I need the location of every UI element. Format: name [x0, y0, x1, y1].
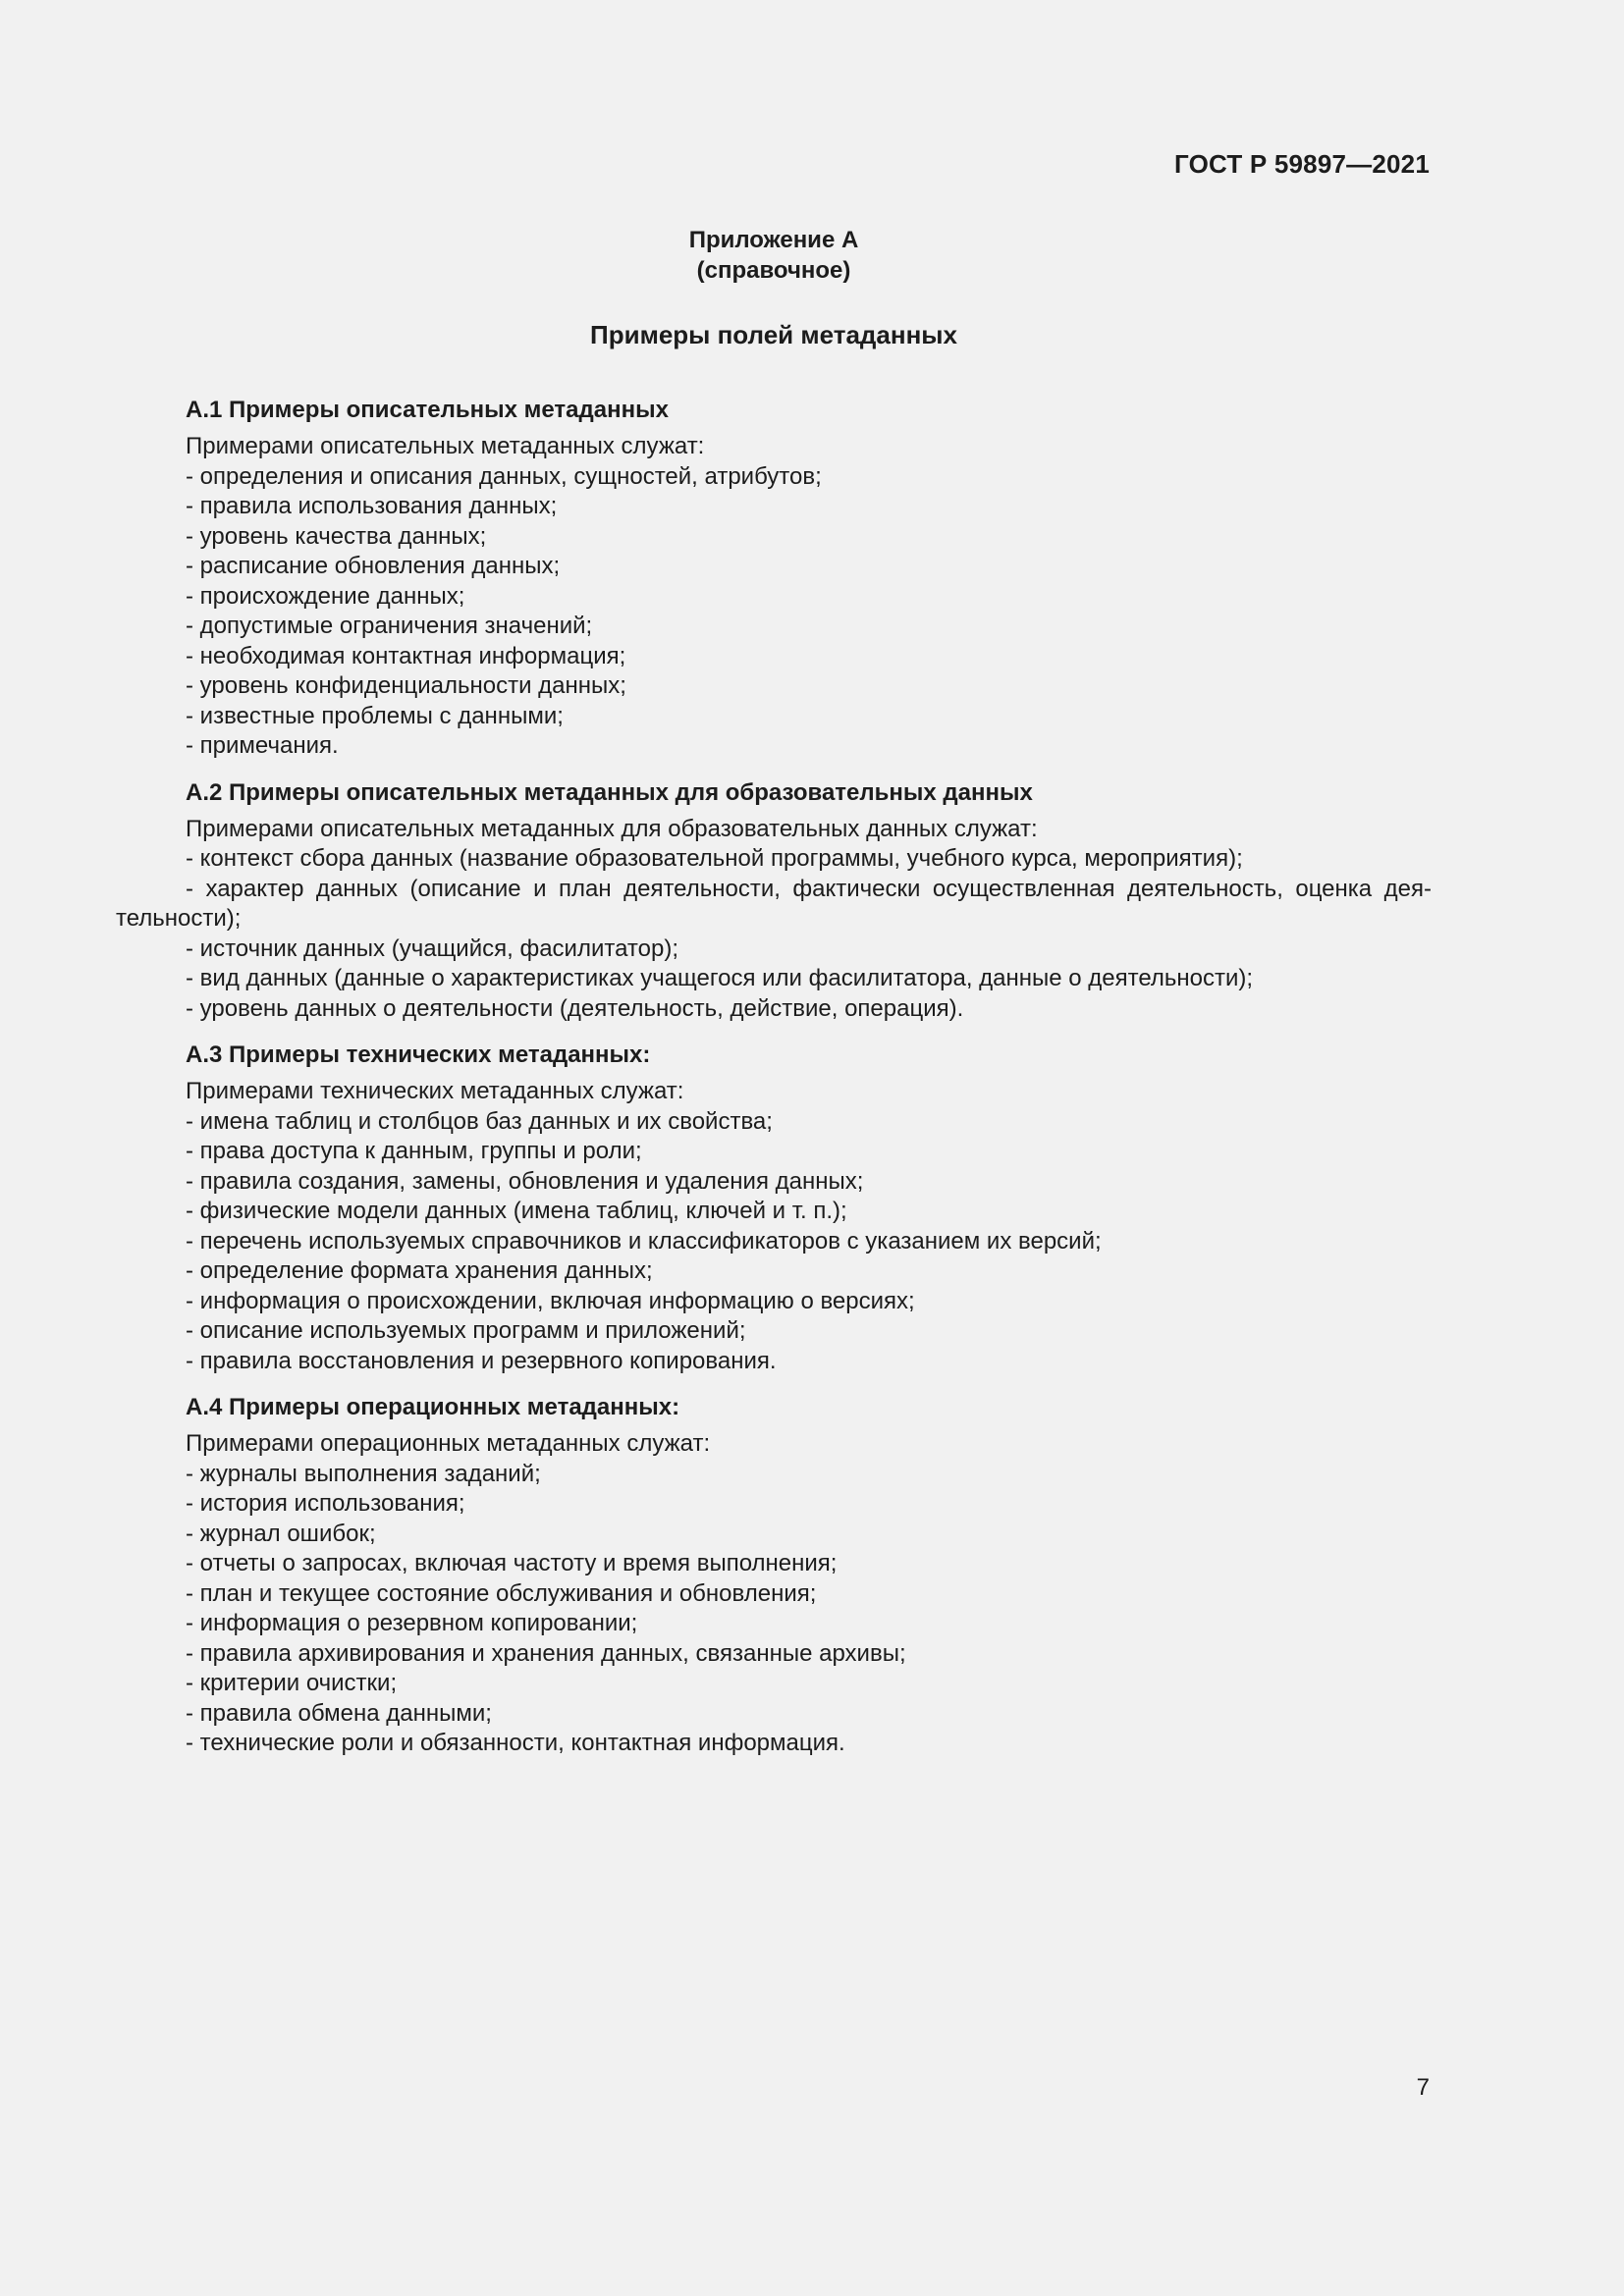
section-heading: А.4 Примеры операционных метаданных: — [186, 1394, 680, 1420]
list-item: - уровень конфиденциальности данных; — [186, 672, 626, 699]
annex-status: (справочное) — [696, 257, 851, 284]
section-intro: Примерами операционных метаданных служат: — [186, 1430, 711, 1457]
list-item: - критерии очистки; — [186, 1670, 398, 1696]
section-intro: Примерами описательных метаданных для образовательных данных служат: — [186, 815, 1038, 842]
section-heading: А.2 Примеры описательных метаданных для образовательных данных — [186, 778, 1033, 806]
page-number: 7 — [1416, 2074, 1430, 2101]
list-item: - правила восстановления и резервного копирования. — [186, 1347, 777, 1374]
list-item: - информация о происхождении, включая информацию о версиях; — [186, 1287, 915, 1314]
list-item: - определение формата хранения данных; — [186, 1257, 653, 1284]
annex-header — [0, 225, 1547, 286]
annex-label: Приложение А — [688, 227, 859, 253]
list-item: - источник данных (учащийся, фасилитатор); — [186, 934, 678, 962]
list-item: - журналы выполнения заданий; — [186, 1460, 541, 1487]
section-a1 — [116, 393, 1432, 762]
section-intro: Примерами технических метаданных служат: — [186, 1078, 684, 1104]
list-item: - уровень данных о деятельности (деятельность, действие, операция). — [186, 994, 964, 1022]
list-item: - допустимые ограничения значений; — [186, 613, 593, 639]
section-a2 — [116, 775, 1432, 1025]
list-item: - отчеты о запросах, включая частоту и время выполнения; — [186, 1550, 838, 1576]
document-code: ГОСТ Р 59897—2021 — [1174, 149, 1430, 179]
list-item: - описание используемых программ и приложений; — [186, 1317, 746, 1344]
list-item: - контекст сбора данных (название образовательной программы, учебного курса, мероприятия); — [186, 845, 1243, 872]
list-item: - права доступа к данным, группы и роли; — [186, 1138, 642, 1164]
list-item: - вид данных (данные о характеристиках учащегося или фасилитатора, данные о деятельности); — [186, 965, 1254, 991]
list-item: - история использования; — [186, 1490, 465, 1517]
list-item: - имена таблиц и столбцов баз данных и их свойства; — [186, 1107, 773, 1135]
list-item: - расписание обновления данных; — [186, 553, 561, 579]
section-a4 — [116, 1390, 1432, 1759]
list-item: - уровень качества данных; — [186, 522, 487, 550]
list-item: - известные проблемы с данными; — [186, 702, 564, 729]
list-item: - физические модели данных (имена таблиц, ключей и т. п.); — [186, 1198, 847, 1224]
list-item: - технические роли и обязанности, контактная информация. — [186, 1730, 845, 1756]
section-a3 — [116, 1038, 1432, 1376]
document-body — [116, 393, 1432, 1773]
list-item: - правила архивирования и хранения данных, связанные архивы; — [186, 1639, 906, 1667]
list-item: - необходимая контактная информация; — [186, 642, 626, 669]
list-item: - характер данных (описание и план деятельности, фактически осуществленная деятельность, оценка деятельности); — [116, 875, 1432, 932]
list-item: - происхождение данных; — [186, 582, 465, 610]
section-intro: Примерами описательных метаданных служат: — [186, 433, 705, 459]
list-item: - план и текущее состояние обслуживания и обновления; — [186, 1579, 817, 1607]
list-item: - правила создания, замены, обновления и удаления данных; — [186, 1167, 864, 1195]
list-item: - правила использования данных; — [186, 493, 558, 519]
section-heading: А.3 Примеры технических метаданных: — [186, 1041, 651, 1068]
list-item: - правила обмена данными; — [186, 1699, 492, 1727]
list-item: - перечень используемых справочников и классификаторов с указанием их версий; — [186, 1227, 1102, 1255]
list-item: - примечания. — [186, 732, 339, 759]
section-heading: А.1 Примеры описательных метаданных — [186, 397, 669, 423]
list-item: - журнал ошибок; — [186, 1520, 376, 1547]
annex-title: Примеры полей метаданных — [590, 320, 957, 349]
list-item: - информация о резервном копировании; — [186, 1610, 638, 1636]
list-item: - определения и описания данных, сущностей, атрибутов; — [186, 462, 822, 490]
